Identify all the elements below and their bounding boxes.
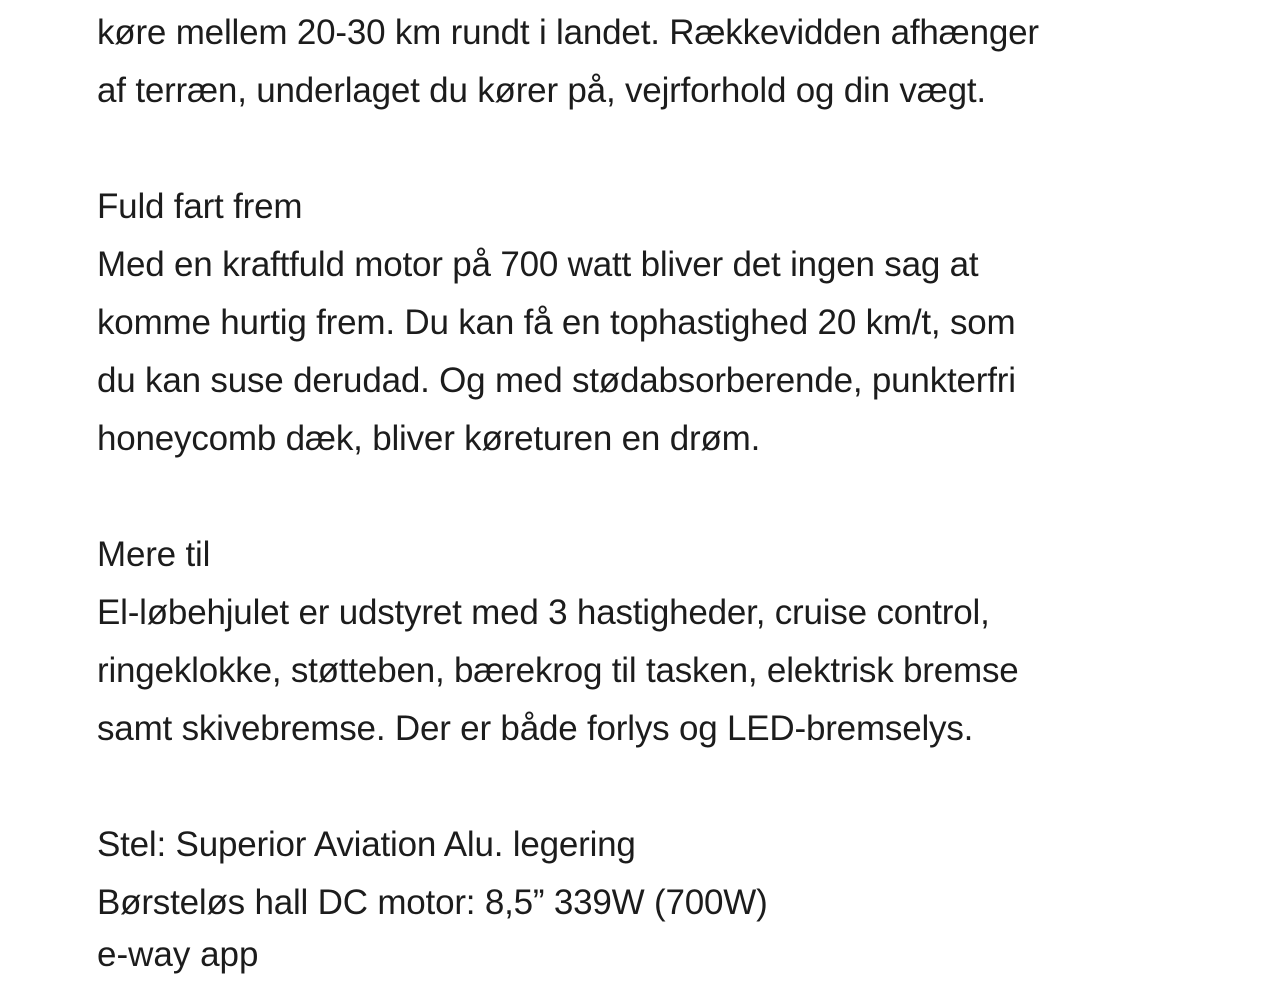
text-line: El-løbehjulet er udstyret med 3 hastigheder, cruise control,: [97, 593, 990, 632]
text-line: du kan suse derudad. Og med stødabsorberende, punkterfri: [97, 361, 1016, 400]
cut-off-text-line: e-way app: [97, 935, 259, 974]
section-heading-fuld-fart-frem: Fuld fart frem: [97, 187, 303, 226]
text-line: af terræn, underlaget du kører på, vejrforhold og din vægt.: [97, 71, 986, 110]
paragraph-gap: [97, 120, 1217, 178]
paragraph-gap: [97, 758, 1217, 816]
document-body: [97, 4, 1217, 932]
section-heading-mere-til: Mere til: [97, 535, 211, 574]
spec-line-frame: Stel: Superior Aviation Alu. legering: [97, 825, 636, 864]
text-line: honeycomb dæk, bliver køreturen en drøm.: [97, 419, 761, 458]
text-line: komme hurtig frem. Du kan få en tophastighed 20 km/t, som: [97, 303, 1016, 342]
text-line: samt skivebremse. Der er både forlys og LED-bremselys.: [97, 709, 974, 748]
spec-line-motor: Børsteløs hall DC motor: 8,5” 339W (700W): [97, 883, 768, 922]
text-line: køre mellem 20-30 km rundt i landet. Rækkevidden afhænger: [97, 13, 1039, 52]
paragraph-gap: [97, 468, 1217, 526]
text-line: Med en kraftfuld motor på 700 watt bliver det ingen sag at: [97, 245, 979, 284]
text-line: ringeklokke, støtteben, bærekrog til tasken, elektrisk bremse: [97, 651, 1019, 690]
